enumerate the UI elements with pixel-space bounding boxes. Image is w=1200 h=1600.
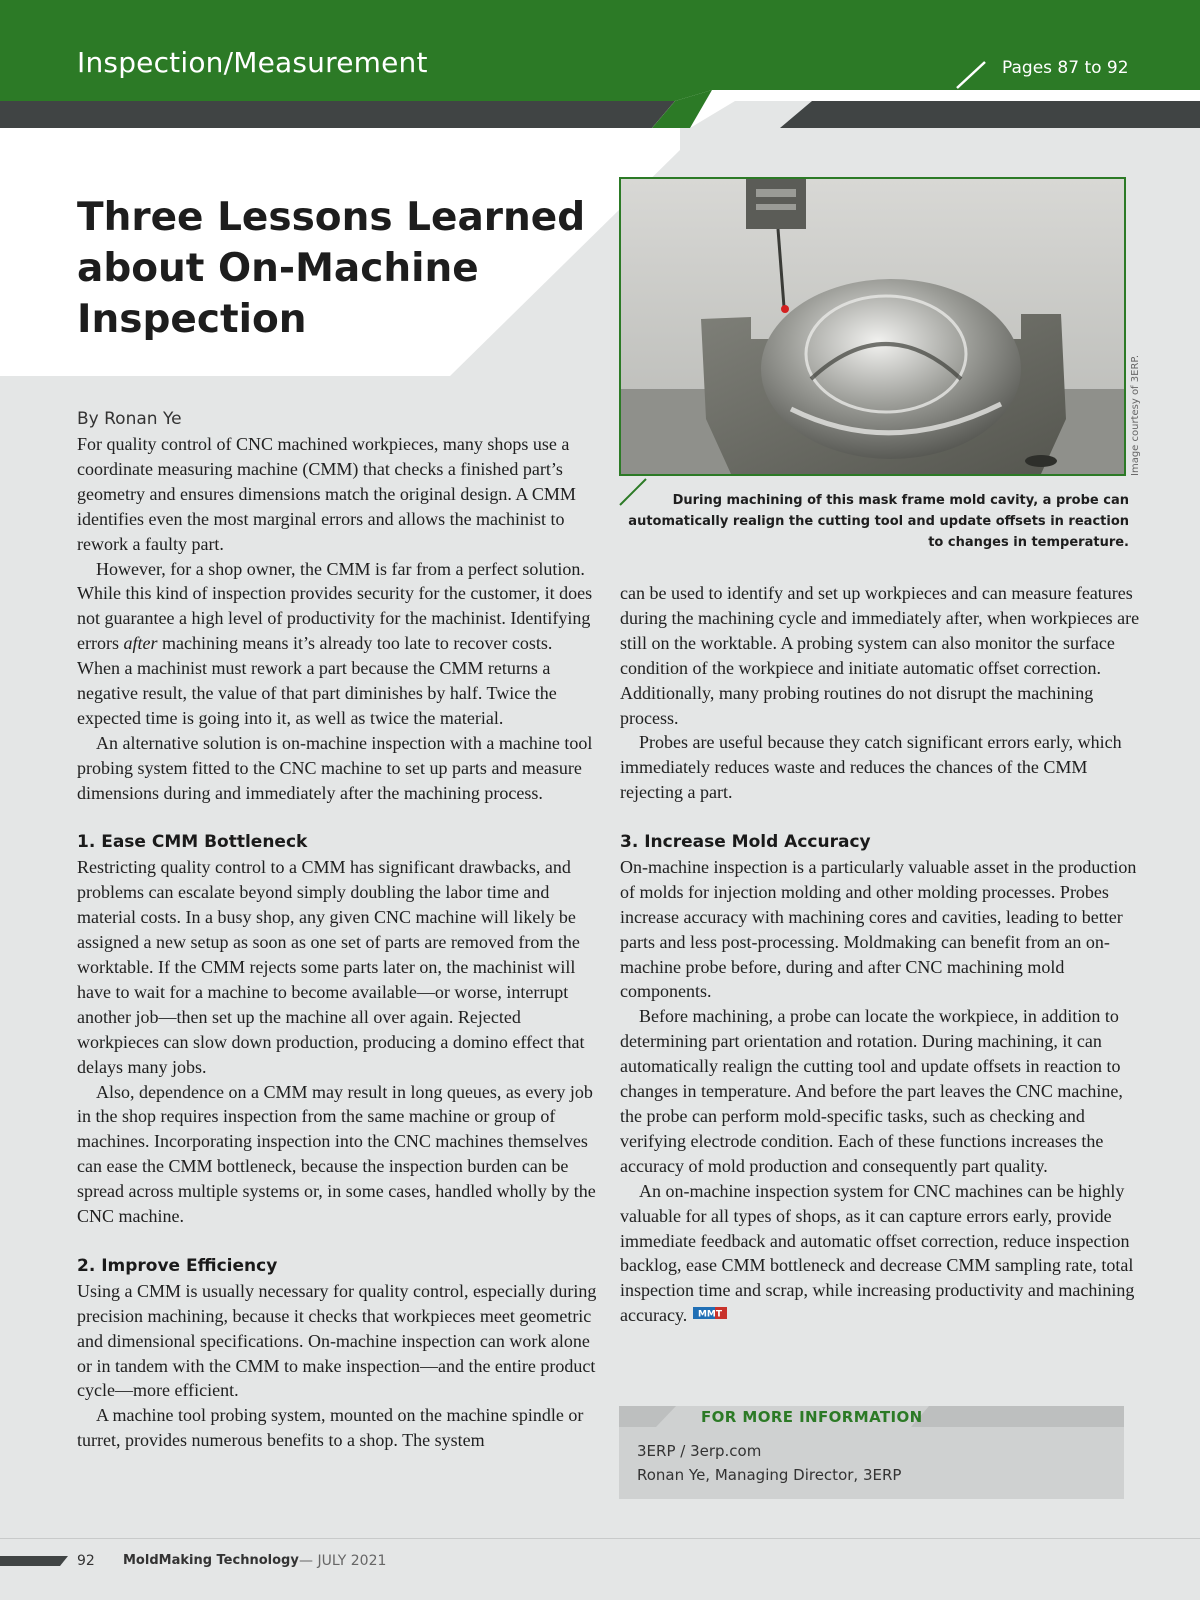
title-line-2-bold: On-Machine (218, 246, 479, 291)
paragraph-s1-2: Also, dependence on a CMM may result in long queues, as every job in the shop requires inspection from the same machine or group of machines. Incorporating inspection into the CNC machines themselves can ease the CMM bottleneck, because the inspection burden can be spread across multiple systems or, in some cases, handled wholly by the CNC machine. (77, 1081, 596, 1227)
title-line-2-prefix: about (77, 246, 205, 291)
more-info-website: 3ERP / 3erp.com (637, 1442, 762, 1460)
paragraph-s2-1: Using a CMM is usually necessary for quality control, especially during precision machining, because it checks that workpieces meet geometric and dimensional specifications. On-machine inspection can work alone or in tandem with the CMM to make inspection—and the entire product cycle—more efficient. (77, 1280, 597, 1401)
byline: By Ronan Ye (77, 409, 182, 429)
section-header-band (0, 0, 1200, 128)
section-heading-3: 3. Increase Mold Accuracy (620, 832, 871, 853)
publication-name: MoldMaking Technology (123, 1553, 299, 1568)
body-column-right (620, 581, 1140, 1328)
paragraph-s2-3: Probes are useful because they catch significant errors early, which immediately reduces waste and reduces the chances of the CMM rejecting a part. (620, 732, 1122, 803)
paragraph-intro-1: For quality control of CNC machined workpieces, many shops use a coordinate measuring machine (CMM) that checks a finished part’s geometry and ensures dimensions match the original design. A CMM identifies even the most marginal errors and allows the machinist to rework a faulty part. (77, 434, 576, 554)
image-credit: Image courtesy of 3ERP. (1130, 354, 1141, 476)
paragraph-intro-2-part-2: machining means it’s already too late to recover costs. When a machinist must rework a part because the CMM returns a negative result, the value of that part diminishes by half. Twice the expected time is going into it, as well as twice the material. (77, 633, 557, 728)
section-heading-1: 1. Ease CMM Bottleneck (77, 832, 308, 853)
paragraph-s3-3 (620, 1179, 1140, 1328)
page-number: 92 (77, 1553, 95, 1569)
paragraph-s3-3-text: An on-machine inspection system for CNC machines can be highly valuable for all types of shops, as it can capture errors early, provide immediate feedback and automatic offset correction, reduce inspection backlog, ease CMM bottleneck and decrease CMM sampling rate, total inspection time and scrap, while increasing productivity and machining accuracy. (620, 1180, 1135, 1326)
more-info-heading: FOR MORE INFORMATION (701, 1408, 923, 1426)
paragraph-intro-3: An alternative solution is on-machine inspection with a machine tool probing system fitted to the CNC machine to set up parts and measure dimensions during and immediately after the machining process. (77, 732, 593, 803)
mmt-end-mark-label: MMT (698, 1309, 723, 1320)
footer-divider (0, 1538, 1200, 1539)
title-line-1: Three Lessons Learned (77, 195, 586, 240)
paragraph-intro-2-part-1: However, for a shop owner, the CMM is far from a perfect solution. While this kind of inspection provides security for the customer, it does not guarantee a high level of productivity for the machinist. Identifying errors (77, 558, 593, 654)
body-column-left (77, 406, 597, 1453)
paragraph-s2-2-start: A machine tool probing system, mounted on the machine spindle or turret, provides numerous benefits to a shop. The system (77, 1405, 584, 1451)
article-photo (619, 177, 1126, 476)
paragraph-s3-1: On-machine inspection is a particularly valuable asset in the production of molds for injection molding and other molding processes. Probes increase accuracy with machining cores and cavities, leading to better parts and less post-processing. Moldmaking can benefit from an on-machine probe before, during and after CNC machining mold components. (620, 856, 1137, 1002)
section-title: Inspection/Measurement (77, 46, 428, 79)
footer-accent-bar (0, 1556, 70, 1566)
paragraph-s3-2: Before machining, a probe can locate the workpiece, in addition to determining part orientation and rotation. During machining, it can automatically realign the cutting tool and update offsets in reaction to changes in temperature. And before the part leaves the CNC machine, the probe can perform mold-specific tasks, such as checking and verifying electrode condition. Each of these functions increases the accuracy of mold production and consequently part quality. (620, 1006, 1123, 1176)
issue-date: — JULY 2021 (299, 1553, 387, 1569)
paragraph-s1-1: Restricting quality control to a CMM has significant drawbacks, and problems can escalate beyond simply doubling the labor time and material costs. In a busy shop, any given CNC machine will likely be assigned a new setup as soon as one set of parts are removed from the worktable. If the CMM rejects some parts later on, the machinist will have to wait for a machine to become available—or worse, interrupt another job—then set up the machine all over again. Rejected workpieces can slow down production, producing a domino effect that delays many jobs. (77, 857, 585, 1077)
title-line-3-bold: Inspection (77, 297, 307, 342)
emphasis-after: after (123, 633, 158, 654)
more-info-box (619, 1406, 1124, 1499)
article-title (77, 192, 597, 345)
paragraph-s2-2-continued: can be used to identify and set up workpieces and can measure features during the machining cycle and immediately after, when workpieces are still on the worktable. A probing system can also monitor the surface condition of the workpiece and initiate automatic offset correction. Additionally, many probing routines do not disrupt the machining process. (620, 583, 1140, 728)
photo-caption: During machining of this mask frame mold cavity, a probe can automatically realign the cutting tool and update offsets in reaction to changes in temperature. (628, 493, 1129, 550)
mmt-end-mark-icon (693, 1307, 727, 1319)
section-heading-2: 2. Improve Efficiency (77, 1255, 278, 1276)
more-info-contact: Ronan Ye, Managing Director, 3ERP (637, 1466, 902, 1484)
mold-cavity-photo (621, 179, 1124, 474)
paragraph-intro-2 (77, 557, 597, 731)
page-range: Pages 87 to 92 (1002, 58, 1129, 78)
